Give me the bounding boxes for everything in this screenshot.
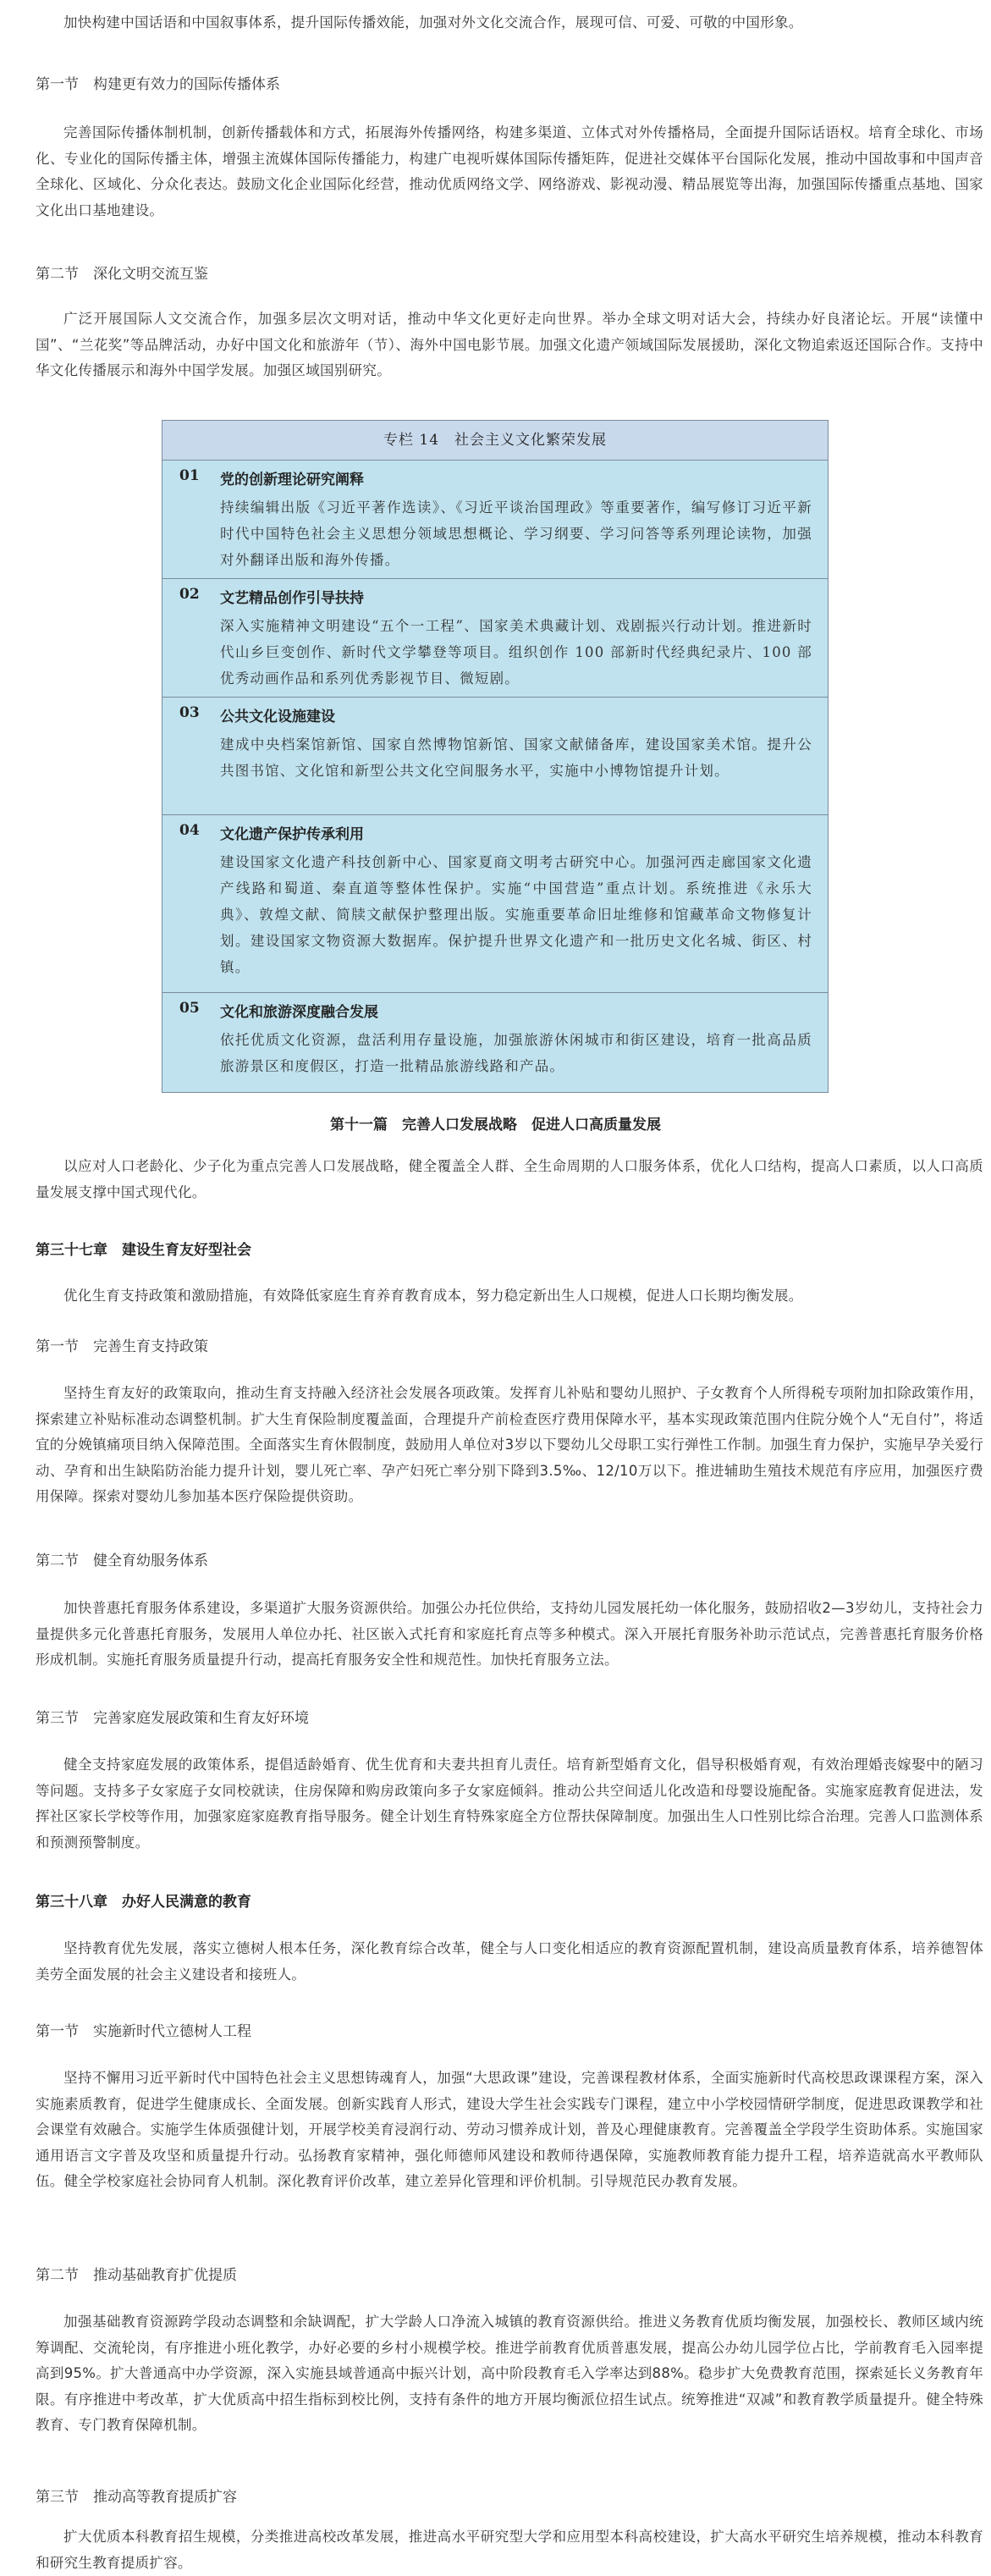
paragraph: 扩大优质本科教育招生规模，分类推进高校改革发展，推进高水平研究型大学和应用型本科高校建设，扩大高水平研究生培养规模，推动本科教育和研究生教育提质扩容。 (36, 2529, 983, 2571)
feature-item (162, 579, 828, 698)
feature-item (162, 815, 828, 993)
paragraph: 优化生育支持政策和激励措施，有效降低家庭生育养育教育成本，努力稳定新出生人口规模，促进人口长期均衡发展。 (63, 1288, 803, 1304)
item-number: 04 (179, 822, 200, 839)
item-body: 建成中央档案馆新馆、国家自然博物馆新馆、国家文献储备库，建设国家美术馆。提升公共图书馆、文化馆和新型公共文化空间服务水平，实施中小博物馆提升计划。 (220, 736, 812, 779)
paragraph: 以应对人口老龄化、少子化为重点完善人口发展战略，健全覆盖全人群、全生命周期的人口服务体系，优化人口结构，提高人口素质，以人口高质量发展支撑中国式现代化。 (36, 1158, 983, 1200)
chapter-heading: 第三十八章 办好人民满意的教育 (36, 1894, 251, 1911)
section-heading: 第一节 完善生育支持政策 (36, 1338, 208, 1355)
paragraph: 广泛开展国际人文交流合作，加强多层次文明对话，推动中华文化更好走向世界。举办全球文明对话大会，持续办好良渚论坛。开展“读懂中国”、“兰花奖”等品牌活动，办好中国文化和旅游年（节）、海外中国电影节展。加强文化遗产领域国际发展援助，深化文物追索返还国际合作。支持中华文化传播展示和海外中国学发展。加强区域国别研究。 (36, 311, 983, 378)
section-heading: 第三节 推动高等教育提质扩容 (36, 2489, 237, 2506)
paragraph: 健全支持家庭发展的政策体系，提倡适龄婚育、优生优育和夫妻共担育儿责任。培育新型婚育文化，倡导积极婚育观，有效治理婚丧嫁娶中的陋习等问题。支持多子女家庭子女同校就读，住房保障和购房政策向多子女家庭倾斜。推动公共空间适儿化改造和母婴设施配备。实施家庭教育促进法，发挥社区家长学校等作用，加强家庭家庭教育指导服务。健全计划生育特殊家庭全方位帮扶保障制度。加强出生人口性别比综合治理。完善人口监测体系和预测预警制度。 (36, 1757, 983, 1851)
chapter-heading: 第三十七章 建设生育友好型社会 (36, 1242, 251, 1259)
paragraph: 加强基础教育资源跨学段动态调整和余缺调配，扩大学龄人口净流入城镇的教育资源供给。推进义务教育优质均衡发展，加强校长、教师区域内统筹调配、交流轮岗，有序推进小班化教学，办好必要的乡村小规模学校。推进学前教育优质普惠发展，提高公办幼儿园学位占比，学前教育毛入园率提高到95%。扩大普通高中办学资源，深入实施县域普通高中振兴计划，高中阶段教育毛入学率达到88%。稳步扩大免费教育范围，探索延长义务教育年限。有序推进中考改革，扩大优质高中招生指标到校比例，支持有条件的地方开展均衡派位招生试点。统筹推进“双减”和教育教学质量提升。健全特殊教育、专门教育保障机制。 (36, 2314, 983, 2433)
section-heading: 第三节 完善家庭发展政策和生育友好环境 (36, 1710, 309, 1727)
feature-box (162, 420, 829, 1093)
paragraph: 坚持不懈用习近平新时代中国特色社会主义思想铸魂育人，加强“大思政课”建设，完善课程教材体系，全面实施新时代高校思政课课程方案，深入实施素质教育，促进学生健康成长、全面发展。创新实践育人形式，建设大学生社会实践专门课程，建立中小学校园情研学制度，促进思政课教学和社会课堂有效融合。实施学生体质强健计划，开展学校美育浸润行动、劳动习惯养成计划，普及心理健康教育。完善覆盖全学段学生资助体系。实施国家通用语言文字普及攻坚和质量提升行动。弘扬教育家精神，强化师德师风建设和教师待遇保障，实施教师教育能力提升工程，培养造就高水平教师队伍。健全学校家庭社会协同育人机制。深化教育评价改革，建立差异化管理和评价机制。引导规范民办教育发展。 (36, 2070, 983, 2189)
item-title: 文化遗产保护传承利用 (220, 826, 364, 843)
paragraph: 坚持生育友好的政策取向，推动生育支持融入经济社会发展各项政策。发挥育儿补贴和婴幼儿照护、子女教育个人所得税专项附加扣除政策作用，探索建立补贴标准动态调整机制。扩大生育保险制度覆盖面，合理提升产前检查医疗费用保障水平，基本实现政策范围内住院分娩个人“无自付”，将适宜的分娩镇痛项目纳入保障范围。全面落实生育休假制度，鼓励用人单位对3岁以下婴幼儿父母职工实行弹性工作制。加强生育力保护，实施早孕关爱行动、孕育和出生缺陷防治能力提升计划，婴儿死亡率、孕产妇死亡率分别下降到3.5‰、12/10万以下。推进辅助生殖技术规范有序应用，加强医疗费用保障。探索对婴幼儿参加基本医疗保险提供资助。 (36, 1385, 983, 1504)
item-body: 依托优质文化资源，盘活利用存量设施，加强旅游休闲城市和街区建设，培育一批高品质旅游景区和度假区，打造一批精品旅游线路和产品。 (220, 1032, 812, 1074)
item-title: 文艺精品创作引导扶持 (220, 590, 364, 607)
section-heading: 第一节 实施新时代立德树人工程 (36, 2023, 251, 2040)
item-title: 公共文化设施建设 (220, 709, 335, 725)
section-heading: 第一节 构建更有效力的国际传播体系 (36, 76, 280, 93)
item-body: 建设国家文化遗产科技创新中心、国家夏商文明考古研究中心。加强河西走廊国家文化遗产线路和蜀道、秦直道等整体性保护。实施“中国营造”重点计划。系统推进《永乐大典》、敦煌文献、简牍文献保护整理出版。实施重要革命旧址维修和馆藏革命文物修复计划。建设国家文物资源大数据库。保护提升世界文化遗产和一批历史文化名城、街区、村镇。 (220, 854, 812, 975)
section-heading: 第二节 健全育幼服务体系 (36, 1553, 208, 1569)
feature-box-title: 专栏 14 社会主义文化繁荣发展 (162, 421, 828, 461)
item-title: 党的创新理论研究阐释 (220, 472, 364, 488)
paragraph: 加快普惠托育服务体系建设，多渠道扩大服务资源供给。加强公办托位供给，支持幼儿园发展托幼一体化服务，鼓励招收2—3岁幼儿，支持社会力量提供多元化普惠托育服务，发展用人单位办托、社区嵌入式托育和家庭托育点等多种模式。深入开展托育服务补助示范试点，完善普惠托育服务价格形成机制。实施托育服务质量提升行动，提高托育服务安全性和规范性。加快托育服务立法。 (36, 1600, 983, 1668)
item-number: 03 (179, 704, 200, 721)
item-body: 持续编辑出版《习近平著作选读》、《习近平谈治国理政》等重要著作，编写修订习近平新时代中国特色社会主义思想分领域思想概论、学习纲要、学习问答等系列理论读物，加强对外翻译出版和海外传播。 (220, 499, 812, 568)
feature-item (162, 461, 828, 579)
section-heading: 第二节 推动基础教育扩优提质 (36, 2267, 237, 2284)
paragraph: 完善国际传播体制机制，创新传播载体和方式，拓展海外传播网络，构建多渠道、立体式对外传播格局，全面提升国际话语权。培育全球化、市场化、专业化的国际传播主体，增强主流媒体国际传播能力，构建广电视听媒体国际传播矩阵，促进社交媒体平台国际化发展，推动中国故事和中国声音全球化、区域化、分众化表达。鼓励文化企业国际化经营，推动优质网络文学、网络游戏、影视动漫、精品展览等出海，加强国际传播重点基地、国家文化出口基地建设。 (36, 124, 983, 218)
item-number: 01 (179, 467, 200, 484)
feature-item (162, 993, 828, 1092)
paragraph-intro: 加快构建中国话语和中国叙事体系，提升国际传播效能，加强对外文化交流合作，展现可信、可爱、可敬的中国形象。 (63, 14, 803, 30)
section-heading: 第二节 深化文明交流互鉴 (36, 266, 208, 283)
part-title: 第十一篇 完善人口发展战略 促进人口高质量发展 (330, 1117, 661, 1134)
item-body: 深入实施精神文明建设“五个一工程”、国家美术典藏计划、戏剧振兴行动计划。推进新时代山乡巨变创作、新时代文学攀登等项目。组织创作 100 部新时代经典纪录片、100 部优秀动画作品和系列优秀影视节目、微短剧。 (220, 618, 812, 687)
item-number: 05 (179, 1000, 200, 1017)
paragraph: 坚持教育优先发展，落实立德树人根本任务，深化教育综合改革，健全与人口变化相适应的教育资源配置机制，建设高质量教育体系，培养德智体美劳全面发展的社会主义建设者和接班人。 (36, 1940, 983, 1983)
feature-item (162, 698, 828, 815)
item-number: 02 (179, 586, 200, 603)
item-title: 文化和旅游深度融合发展 (220, 1004, 378, 1021)
